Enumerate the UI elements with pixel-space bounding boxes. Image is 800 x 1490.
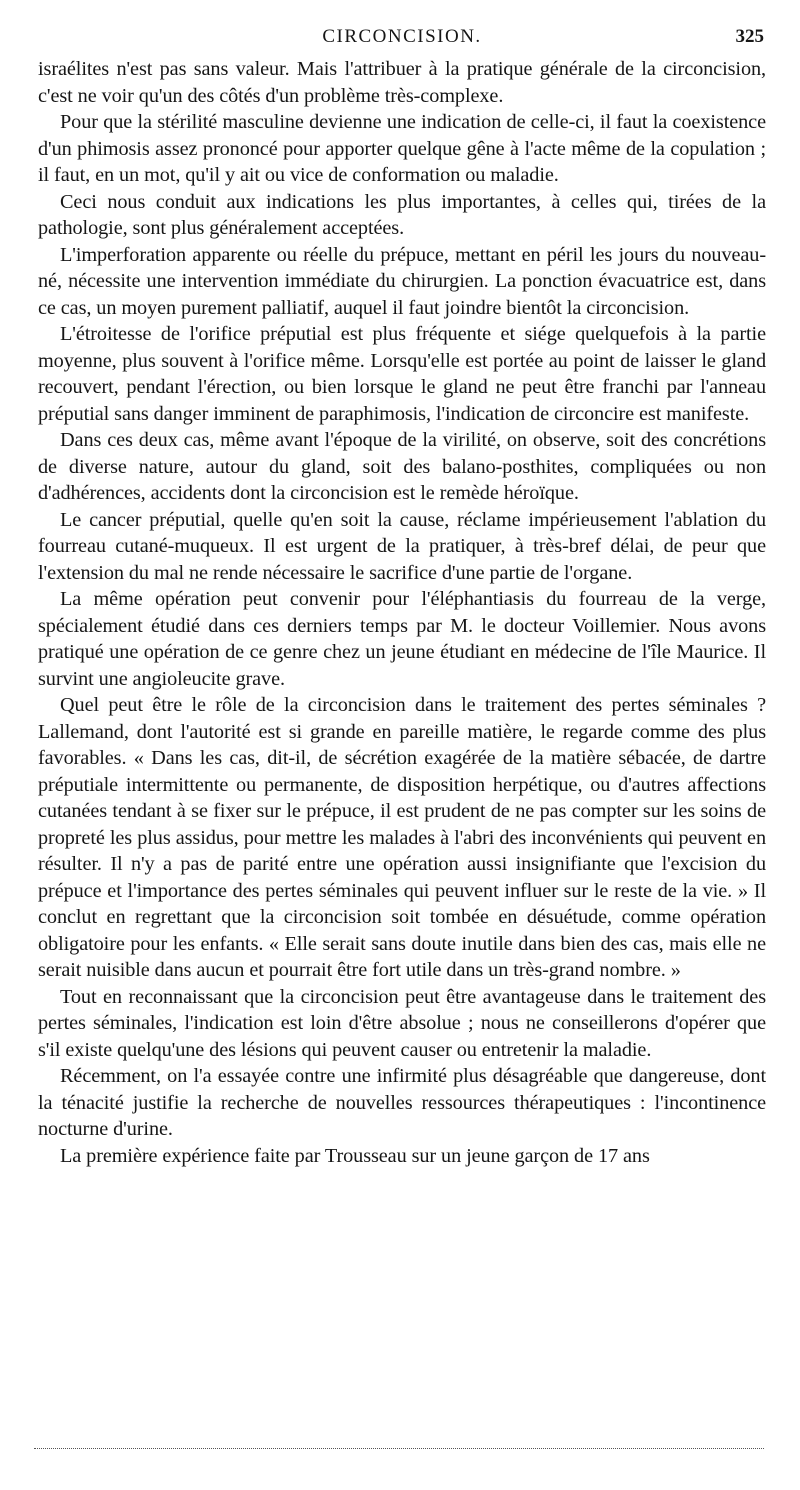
paragraph-3: Ceci nous conduit aux indications les plus importantes, à celles qui, tirées de la pathologie, sont plus généralement acceptées. <box>38 190 766 239</box>
paragraph-12: La première expérience faite par Trousseau sur un jeune garçon de 17 ans <box>60 1144 650 1167</box>
paragraph-2: Pour que la stérilité masculine devienne une indication de celle-ci, il faut la coexistence d'un phimosis assez prononcé pour apporter quelque gêne à l'acte même de la copulation ; il faut, en un mot, qu'il y ait ou vice de conformation ou maladie. <box>38 111 766 186</box>
paragraph-6: Dans ces deux cas, même avant l'époque de la virilité, on observe, soit des concrétions de diverse nature, autour du gland, soit des balano-posthites, compliquées ou non d'adhérences, accidents dont la circoncision est le remède héroïque. <box>38 429 766 504</box>
paragraph-8: La même opération peut convenir pour l'éléphantiasis du fourreau de la verge, spécialement étudié dans ces derniers temps par M. le docteur Voillemier. Nous avons pratiqué une opération de ce genre chez un jeune étudiant en médecine de l'île Maurice. Il survint une angioleucite grave. <box>38 588 766 690</box>
footer-dotted-rule <box>34 1448 764 1449</box>
running-title: CIRCONCISION. <box>322 26 482 47</box>
book-page <box>38 26 766 1169</box>
page-number: 325 <box>735 26 764 47</box>
paragraph-9: Quel peut être le rôle de la circoncision dans le traitement des pertes séminales ? Lallemand, dont l'autorité est si grande en pareille matière, le regarde comme des plus favorables. « Dans les cas, dit-il, de sécrétion exagérée de la matière sébacée, de dartre préputiale intermittente ou permanente, de disposition herpétique, ou d'autres affections cutanées tendant à se fixer sur le prépuce, il est prudent de ne pas compter sur les soins de propreté les plus assidus, pour mettre les malades à l'abri des inconvénients qui peuvent en résulter. Il n'y a pas de parité entre une opération aussi insignifiante que l'excision du prépuce et l'importance des pertes séminales qui peuvent influer sur le reste de la vie. » Il conclut en regrettant que la circoncision soit tombée en désuétude, comme opération obligatoire pour les enfants. « Elle serait sans doute inutile dans bien des cas, mais elle ne serait nuisible dans aucun et pourrait être fort utile dans un très-grand nombre. » <box>38 694 766 981</box>
paragraph-7: Le cancer préputial, quelle qu'en soit la cause, réclame impérieusement l'ablation du fourreau cutané-muqueux. Il est urgent de la pratiquer, à très-bref délai, de peur que l'extension du mal ne rende nécessaire le sacrifice d'une partie de l'organe. <box>38 508 766 584</box>
paragraph-4: L'imperforation apparente ou réelle du prépuce, mettant en péril les jours du nouveau-né, nécessite une intervention immédiate du chirurgien. La ponction évacuatrice est, dans ce cas, un moyen purement palliatif, auquel il faut joindre bientôt la circoncision. <box>38 243 766 319</box>
running-header <box>38 26 766 56</box>
paragraph-10: Tout en reconnaissant que la circoncision peut être avantageuse dans le traitement des pertes séminales, l'indication est loin d'être absolue ; nous ne conseillerons d'opérer que s'il existe quelqu'une des lésions qui peuvent causer ou entretenir la maladie. <box>38 985 766 1061</box>
body-text <box>38 56 766 1169</box>
paragraph-5: L'étroitesse de l'orifice préputial est plus fréquente et siége quelquefois à la partie moyenne, plus souvent à l'orifice même. Lorsqu'elle est portée au point de laisser le gland recouvert, pendant l'érection, ou bien lorsque le gland ne peut être franchi par l'anneau préputial sans danger imminent de paraphimosis, l'indication de circoncire est manifeste. <box>38 323 766 425</box>
paragraph-11: Récemment, on l'a essayée contre une infirmité plus désagréable que dangereuse, dont la ténacité justifie la recherche de nouvelles ressources thérapeutiques : l'incontinence nocturne d'urine. <box>38 1065 766 1140</box>
paragraph-1: israélites n'est pas sans valeur. Mais l'attribuer à la pratique générale de la circoncision, c'est ne voir qu'un des côtés d'un problème très-complexe. <box>38 58 766 107</box>
